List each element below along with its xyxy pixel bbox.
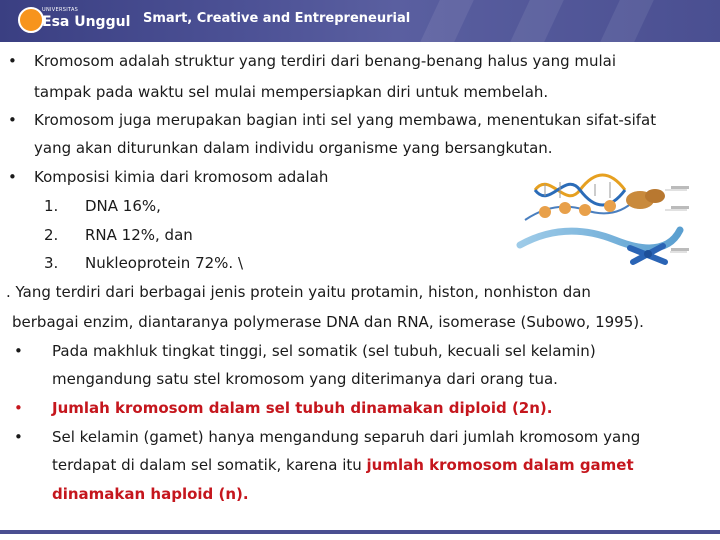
bullet-marker: • [14, 399, 23, 417]
bullet-1-line-1: Kromosom adalah struktur yang terdiri dari benang-benang halus yang mulai [34, 52, 617, 70]
composition-num-3: 3. [44, 254, 59, 272]
bullet-5-diploid: Jumlah kromosom dalam sel tubuh dinamakan diploid (2n). [52, 399, 553, 417]
bullet-marker: • [8, 111, 17, 129]
bullet-4-line-1: Pada makhluk tingkat tinggi, sel somatik (sel tubuh, kecuali sel kelamin) [52, 342, 596, 360]
header-bar [0, 0, 720, 42]
header-tagline: Smart, Creative and Entrepreneurial [143, 11, 411, 26]
paragraph-line-2: berbagai enzim, diantaranya polymerase DNA dan RNA, isomerase (Subowo, 1995). [12, 313, 644, 331]
university-logo [18, 6, 131, 36]
bullet-6-line-1: Sel kelamin (gamet) hanya mengandung separuh dari jumlah kromosom yang [52, 428, 641, 446]
bullet-marker: • [14, 428, 23, 446]
logo-subtitle: UNIVERSITAS [42, 7, 79, 13]
paragraph-line-1: . Yang terdiri dari berbagai jenis protein yaitu protamin, histon, nonhiston dan [6, 283, 591, 301]
footer-divider [0, 530, 720, 534]
bullet-6-line-2 [52, 454, 634, 476]
bullet-marker: • [8, 168, 17, 186]
composition-num-2: 2. [44, 226, 59, 244]
bullet-6-line-2-text: terdapat di dalam sel somatik, karena itu [52, 456, 367, 474]
composition-num-1: 1. [44, 197, 59, 215]
bullet-marker: • [8, 52, 17, 70]
bullet-6-gamet-highlight: jumlah kromosom dalam gamet [366, 456, 634, 474]
logo-name: Esa Unggul [42, 14, 131, 30]
bullet-3-line-1: Komposisi kimia dari kromosom adalah [34, 168, 329, 186]
bullet-4-line-2: mengandung satu stel kromosom yang diterimanya dari orang tua. [52, 370, 558, 388]
composition-item-3: Nukleoprotein 72%. \ [85, 254, 244, 272]
bullet-2-line-1: Kromosom juga merupakan bagian inti sel yang membawa, menentukan sifat-sifat [34, 111, 657, 129]
composition-item-2: RNA 12%, dan [85, 226, 193, 244]
chromosome-structure-illustration [515, 160, 695, 270]
bullet-1-line-2: tampak pada waktu sel mulai mempersiapkan diri untuk membelah. [34, 83, 549, 101]
composition-item-1: DNA 16%, [85, 197, 161, 215]
bullet-2-line-2: yang akan diturunkan dalam individu organisme yang bersangkutan. [34, 139, 553, 157]
bullet-6-haploid: dinamakan haploid (n). [52, 485, 249, 503]
logo-emblem-icon [18, 7, 44, 33]
bullet-marker: • [14, 342, 23, 360]
